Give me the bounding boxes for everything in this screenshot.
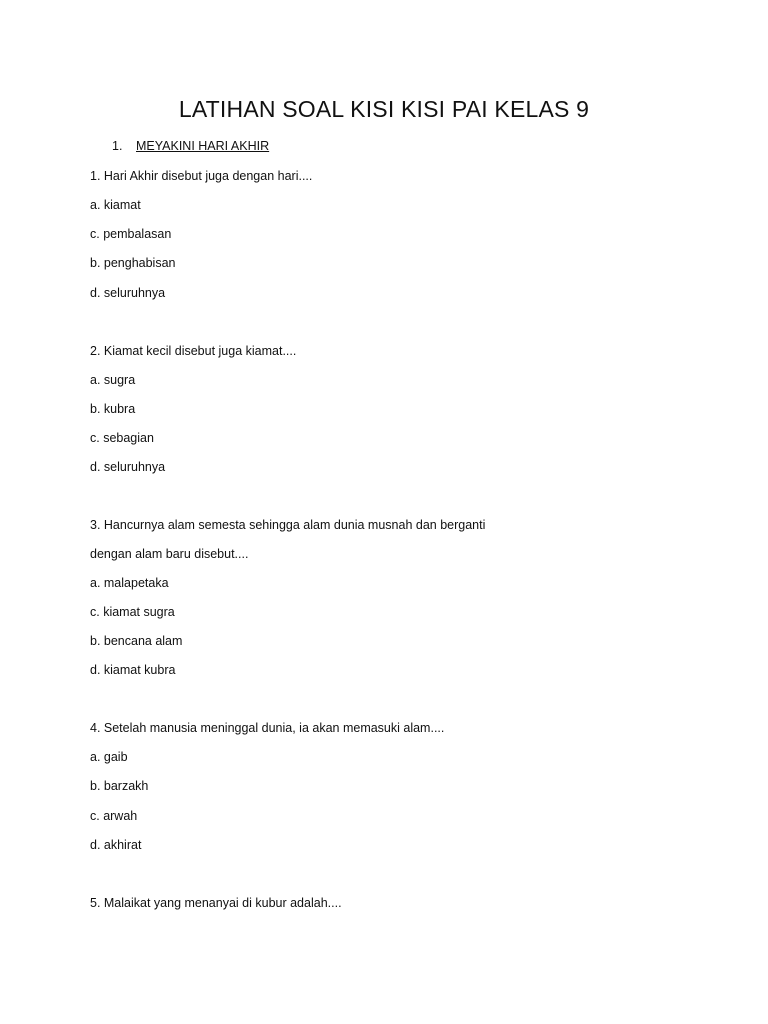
question-2-text: 2. Kiamat kecil disebut juga kiamat.... xyxy=(90,344,297,358)
question-4-option: c. arwah xyxy=(90,809,138,823)
question-1-option: d. seluruhnya xyxy=(90,286,166,300)
question-3-option: d. kiamat kubra xyxy=(90,663,176,677)
section-number: 1. xyxy=(112,139,123,153)
question-3-option: c. kiamat sugra xyxy=(90,605,175,619)
question-1-option: b. penghabisan xyxy=(90,256,176,270)
question-4-option: b. barzakh xyxy=(90,779,149,793)
question-5-text: 5. Malaikat yang menanyai di kubur adalah.... xyxy=(90,896,342,910)
question-4-option: a. gaib xyxy=(90,750,128,764)
question-2-option: c. sebagian xyxy=(90,431,154,445)
question-4-text: 4. Setelah manusia meninggal dunia, ia akan memasuki alam.... xyxy=(90,721,445,735)
question-4-option: d. akhirat xyxy=(90,838,142,852)
question-3-option: b. bencana alam xyxy=(90,634,183,648)
document-title: LATIHAN SOAL KISI KISI PAI KELAS 9 xyxy=(178,96,590,122)
question-2-option: b. kubra xyxy=(90,402,136,416)
question-1-option: a. kiamat xyxy=(90,198,141,212)
question-2-option: d. seluruhnya xyxy=(90,460,166,474)
question-3-text: 3. Hancurnya alam semesta sehingga alam dunia musnah dan berganti xyxy=(90,518,486,532)
question-3-option: a. malapetaka xyxy=(90,576,169,590)
section-heading-text: MEYAKINI HARI AKHIR xyxy=(136,139,270,153)
question-1-text: 1. Hari Akhir disebut juga dengan hari.... xyxy=(90,169,313,183)
question-1-option: c. pembalasan xyxy=(90,227,172,241)
question-3-text-continued: dengan alam baru disebut.... xyxy=(90,547,249,561)
section-heading xyxy=(112,139,269,153)
question-2-option: a. sugra xyxy=(90,373,136,387)
